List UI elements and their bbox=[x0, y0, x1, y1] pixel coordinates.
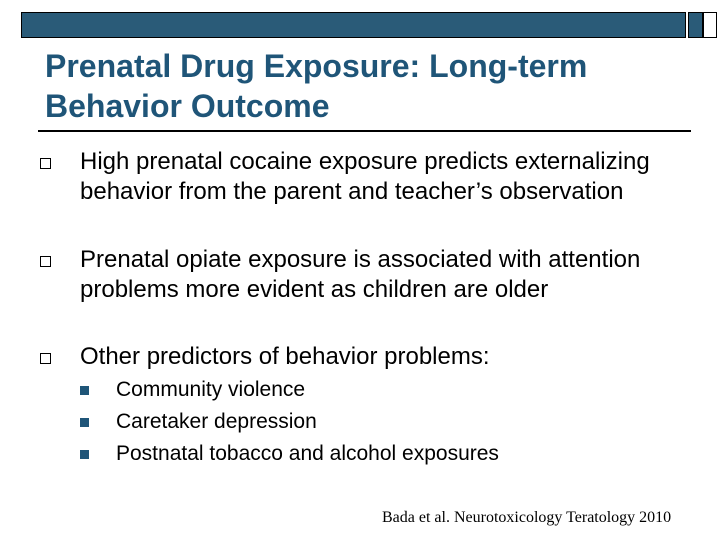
filled-square-icon bbox=[80, 418, 89, 427]
bullet-item: Prenatal opiate exposure is associated with attention problems more evident as children are older bbox=[80, 246, 641, 303]
filled-square-icon bbox=[80, 386, 89, 395]
hollow-square-icon bbox=[40, 353, 51, 364]
sub-bullet-item: Community violence bbox=[116, 378, 306, 401]
hollow-square-icon bbox=[40, 256, 51, 267]
bullet-item: High prenatal cocaine exposure predicts externalizing behavior from the parent and teacher’s observation bbox=[80, 148, 650, 205]
citation: Bada et al. Neurotoxicology Teratology 2010 bbox=[382, 509, 672, 526]
bullet-item: Other predictors of behavior problems: bbox=[80, 343, 490, 370]
header-bar bbox=[21, 12, 686, 38]
title-divider bbox=[38, 130, 691, 132]
sub-bullet-item: Caretaker depression bbox=[116, 410, 317, 433]
header-corner-box-end bbox=[703, 12, 717, 38]
filled-square-icon bbox=[80, 450, 89, 459]
hollow-square-icon bbox=[40, 158, 51, 169]
slide-title: Prenatal Drug Exposure: Long-term Behavior Outcome bbox=[45, 48, 588, 124]
sub-bullet-item: Postnatal tobacco and alcohol exposures bbox=[116, 442, 499, 465]
header-corner-box bbox=[688, 12, 703, 38]
